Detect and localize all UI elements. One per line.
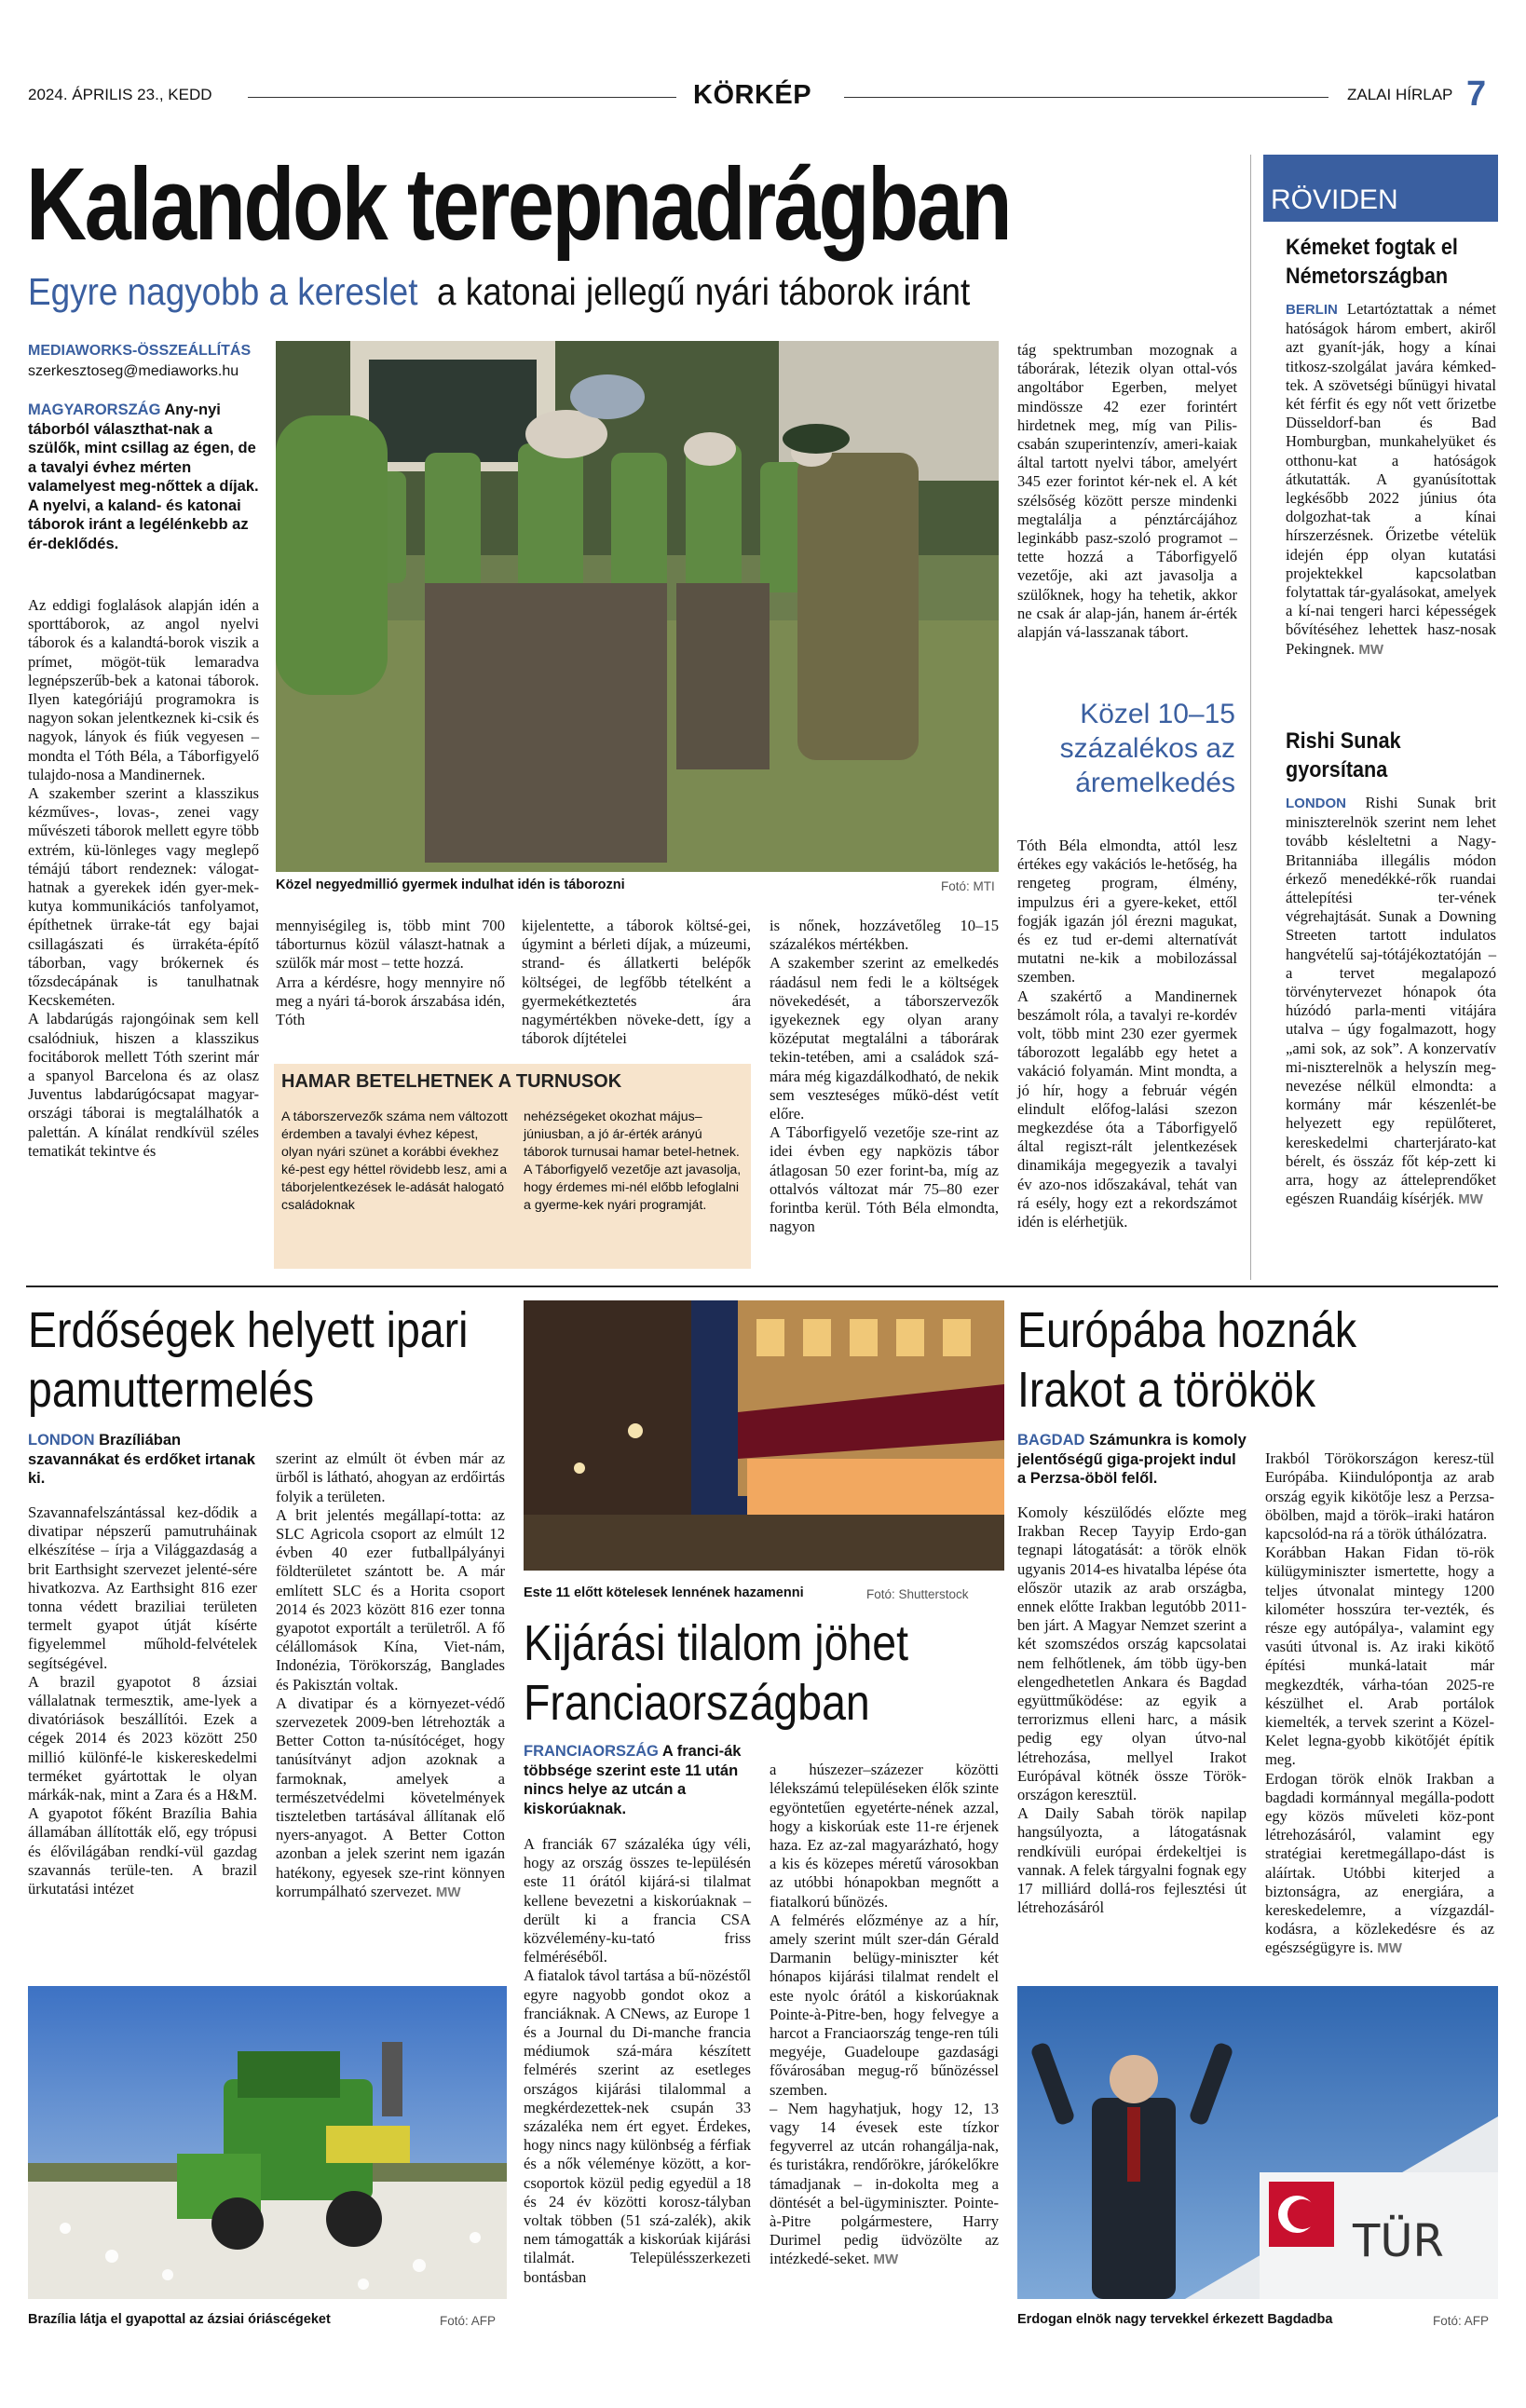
- main-byline: MEDIAWORKS-ÖSSZEÁLLÍTÁS: [28, 343, 252, 359]
- iraq-headline: Európába hoznák Irakot a törökök: [1017, 1302, 1357, 1418]
- france-photo-credit: Fotó: Shutterstock: [866, 1587, 969, 1601]
- main-pullquote: Közel 10–15 százalékos az áremelkedés: [1059, 699, 1235, 798]
- sidebar-item1-text: [1286, 300, 1496, 660]
- paper-name: ZALAI HÍRLAP: [1347, 86, 1453, 103]
- main-col2: mennyiségileg is, több mint 700 táborturnus közül választ-hatnak a szülők már most – tette hozzá. Arra a kérdésre, hogy mennyire nő meg a nyári tá-borok árszabása idén, Tóth: [276, 917, 505, 1029]
- cotton-lead: [28, 1431, 257, 1489]
- sidebar-separator: [1250, 155, 1251, 1280]
- iraq-lead: [1017, 1431, 1247, 1489]
- section-title: KÖRKÉP: [693, 80, 812, 110]
- section-divider: [26, 1286, 1498, 1287]
- cotton-lead-text: Brazíliában szavannákat és erdőket irtanak ki.: [28, 1432, 255, 1487]
- header-date: 2024. ÁPRILIS 23., KEDD: [28, 86, 212, 103]
- sidebar-item2-body: Rishi Sunak brit miniszterelnök szerint nem lehet tovább késleltetni a Nagy-Britanniába illegális módon érkező menedékké-rők ruandai áttelepítési ter-vének végrehajtását. Sunak a Downing Streeten tartott indulatos hangvételű saj-tótájékoztatóján – a tervet megalapozó törvénytervezet hónapok óta húzódó parla-menti vitájára utalva – úgy fogalmazott, hogy „ami sok, az sok”. A konzervatív mi-niszterelnök a helyszín meg-nevezése nélkül elmondta: a kormány már készenlét-be helyezett egy repülőteret, kereskedelmi charterjárato-kat bérelt, és összáz főt kép-zett ki arra, hogy az átteleprendőket egészen Ruandáig kísérjék.: [1286, 794, 1496, 1208]
- france-photo-caption: Este 11 előtt kötelesek lennének hazamenni: [524, 1585, 804, 1600]
- cotton-col2: [276, 1431, 505, 1902]
- france-lead: [524, 1742, 743, 1818]
- info-box-title: HAMAR BETELHETNEK A TURNUSOK: [281, 1071, 622, 1092]
- main-lead-text: Any-nyi táborból választhat-nak a szülők, mint csillag az égen, de a tavalyi évhez mérten valamelyest meg-nőttek a díjak. A nyelvi, a kaland- és katonai táborok iránt a legélénkebb az ér-deklődés.: [28, 401, 259, 552]
- france-lead-text: A franci-ák többsége szerint este 11 után nincs helye az utcán a kiskorúaknak.: [524, 1743, 742, 1817]
- info-box-right: nehézségeket okozhat május–júniusban, a jó ár-érték arányú táborok turnusai hamar betel-hetnek. A Táborfigyelő vezetője azt javasolja, hogy érdemes mi-nél előbb lefoglalni a gyerme-kek nyári programját.: [524, 1109, 742, 1213]
- main-photo-caption: Közel negyedmillió gyermek indulhat idén is táborozni: [276, 877, 625, 892]
- main-headline: Kalandok terepnadrágban: [26, 147, 1011, 262]
- france-headline: Kijárási tilalom jöhet Franciaországban: [524, 1615, 908, 1731]
- cotton-photo-caption: Brazília látja el gyapottal az ázsiai óriáscégeket: [28, 2312, 331, 2327]
- main-subtitle-emphasis: Egyre nagyobb a kereslet: [28, 270, 418, 313]
- sidebar-title: RÖVIDEN: [1271, 184, 1398, 215]
- cotton-photo: [28, 1986, 507, 2299]
- cotton-col1: Szavannafelszántással kez-dődik a divatipar népszerű pamutruháinak elkészítése – írja a Világgazdaság a brit Earthsight szervezet jelenté-sére hivatkozva. Az Earthsight 816 ezer tonna védett braziliai területen termelt gyapot útját kísérte figyelemmel műhold-felvételek segítségével. A brazil gyapotot 8 ázsiai vállalatnak termesztik, ame-lyek a divatóriások beszállítói. Ezek a cégek 2014 és 2023 között 250 millió különfé-le kiskereskedelmi terméket gyártottak le olyan márkák-nak, mint a Zara és a H&M. A gyapotot főként Brazília Bahia államában állították elő, egy trópusi és élővilágában rendkí-vül gazdag szavannás terüle-ten. A brazil ürkutatási intézet: [28, 1503, 257, 1898]
- header-rule-right: [844, 97, 1328, 98]
- france-signature: MW: [873, 2252, 899, 2268]
- cotton-photo-credit: Fotó: AFP: [440, 2314, 497, 2328]
- cotton-signature: MW: [435, 1884, 461, 1900]
- main-col1: Az eddigi foglalások alapján idén a sporttáborok, az angol nyelvi táborok és a kalandtá-borok viszik a prímet, mögöt-tük lemaradva legnépszerűb-bek a katonai táborok. Ilyen kategóriájú programokra is nagyon sokan jelentkeznek ki-csik és nagyok, lányok és fiúk vegyesen – mondta el Tóth Béla, a Táborfigyelő tulajdo-nosa a Mandinernek. A szakember szerint a klasszikus kézműves-, lovas-, zenei vagy művészeti táborok mellett egyre több extrém, kü-lönleges vagy meglepő témájú tábort rendeznek: válogat-hatnak a gyerekek idén gyer-mek-kutya kommunikációs tanfolyamot, építhetnek ürrake-tát egy bajai csillagászati és ürrakéta-építő táborban, vagy brókernek és tőzsdecápának is tanulhatnak Kecskeméten. A labdarúgás rajongóinak sem kell csalódniuk, hiszen a klasszikus focitáborok mellett Tóth szerint már a spanyol Barcelona és az olasz Juventus labdarúgócsapat magyar-országi táborai is megtalálhatók a palettán. A kínálat rendkívül széles tematikát tekintve és: [28, 596, 259, 1160]
- iraq-signature: MW: [1377, 1940, 1402, 1957]
- main-col5a: tág spektrumban mozognak a táborárak, létezik olyan ottal-vós angoltábor Egerben, melyet mindössze 42 ezer forintért hirdetnek meg, míg van Pilis-csabán szuperintenzív, ameri-kaiak által tartott nyelvi tábor, amelyért 345 ezer forintot kér-nek el. A két szélsőség között persze mindenki megtalálja a pénztárcájához leginkább pasz-szoló programot – tette hozzá a Táborfigyelő vezetője, aki azt javasolja a szülőknek, hogy ha tehetik, akkor ne csak ár alap-ján, hanem ár-érték alapján vá-lasszanak tábort.: [1017, 341, 1237, 642]
- iraq-dateline: BAGDAD: [1017, 1432, 1085, 1449]
- iraq-lead-text: Számunkra is komoly jelentőségű giga-projekt indul a Perzsa-öböl felől.: [1017, 1432, 1247, 1487]
- sidebar-item2-signature: MW: [1458, 1191, 1483, 1208]
- sidebar-item1-body: Letartóztattak a német hatóságok három embert, akiről azt gyanít-ják, hogy a kínai titkosz-szolgálat javára kémked-tek. A szövetségi bűnügyi hivatal két férfit és egy nőt vett őrizetbe Düsseldorf-ban és Bad Homburgban, munkahelyüket és otthonu-kat a hatóságok átkutatták. A gyanúsítottak legkésőbb 2022 június óta dolgozhat-tak a kínai hírszerzésnek. Őrizetbe vételük idején épp olyan kutatási projektekkel kapcsolatban folytattak tár-gyalásokat, amelyek a kí-nai tengeri harci képességek bővítéséhez lehettek hasz-nosak Pekingnek.: [1286, 300, 1497, 658]
- iraq-col2: [1265, 1431, 1494, 1959]
- cotton-col2-text: szerint az elmúlt öt évben már az ürből is látható, ahogyan az erdőirtás folyik a területen. A brit jelentés megállapí-totta: az SLC Agricola csoport az elmúlt 12 évben 40 ezer futballpályányi földterületet szántott be. A már említett SLC és a Horita csoport 2014 és 2023 között 816 ezer tonna gyapotot exportált a területről. A fő célállomások Kína, Viet-nám, Indonézia, Törökország, Banglades és Pakisztán voltak. A divatipar és a környezet-védő szervezetek 2009-ben létrehozták a Better Cotton ta-núsítócéget, hogy tanúsítványt adjon azoknak a farmoknak, amelyek a természetvédelmi követelmények tiszteletben tartásával állítanak elő nyers-anyagot. A Better Cotton azonban a jelek szerint nem igazán hatékony, egyesek sze-rint könnyen korrumpálható szervezet.: [276, 1449, 505, 1900]
- main-col5b: Tóth Béla elmondta, attól lesz értékes egy vakációs le-hetőség, ha rengeteg program, élmény, impulzus éri a gyere-keket, ettől fogják igazán jól érezni magukat, és ez tud er-demi alternatívát mutatni ne-kik a mobilozással szemben. A szakértő a Mandinernek beszámolt róla, a tavalyi re-kordév volt, több mint 230 ezer gyermek táborozott legalább egy hetet a vakáció folyamán. Mint mondta, a jó hír, hogy a február végén elindult előfog-lalási szezon megkezdése óta a Táborfigyelő által regiszt-rált jelentkezések dinamikája megegyezik a tavalyi év azo-nos időszakával, tehát van rá esély, hogy ezt a rekordszámot idén is elérhetjük.: [1017, 837, 1237, 1231]
- info-box-left: A táborszervezők száma nem változott érdemben a tavalyi évhez képest, olyan nyári szünet a korábbi évekhez ké-pest egy héttel rövidebb lesz, ami a táborjelentkezések le-adását halogató családoknak: [281, 1109, 508, 1213]
- france-dateline: FRANCIAORSZÁG: [524, 1743, 659, 1760]
- sidebar-item1-dateline: BERLIN: [1286, 302, 1338, 318]
- france-photo: [524, 1300, 1004, 1571]
- header-rule-left: [248, 97, 676, 98]
- france-col1: A franciák 67 százaléka úgy véli, hogy az ország összes te-lepülésén este 11 órától kijárá-si tilalmat kellene bevezetni a kiskorúaknak – derült ki a francia CSA közvélemény-ku-tató friss felméréséből. A fiatalok távol tartása a bű-nözéstől egyre nagyobb gondot okoz a franciáknak. A CNews, az Europe 1 és a Journal du Di-manche francia médiumok szá-mára készített felmérés szerint az esetleges országos kijárási tilalommal a megkérdezettek-nek csupán 33 százaléka nem ért egyet. Érdekes, hogy nincs nagy különbség a férfiak és a nők véleménye között, a kor-csoportok közül pedig egyedül a 18 és 24 év közötti korosz-tályban voltak többen (51 szá-zalék), akik nem támogatták a kiskorúak kijárási tilalmát. Településszerkezeti bontásban: [524, 1835, 751, 2286]
- iraq-col1: Komoly készülődés előzte meg Irakban Recep Tayyip Erdo-gan tegnapi látogatását: a török elnök ugyanis 2014-es hivatalba lépése óta először utazik az arab országba, ennek előtte Irakban legutóbb 2011-ben járt. A Magyar Nemzet szerint a két szomszédos ország kapcsolatai nem felhőtlenek, ám több ügy-ben elengedhetetlen Ankara és Bagdad együttműködése: az egyik a terrorizmus elleni harc, a másik pedig egy olyan útvo-nal létrehozása, mellyel Irakot Európával kötnék össze Török-országon keresztül. A Daily Sabah török napilap hangsúlyozta, a látogatásnak rendkívüli európai érdekeltjei is vannak. A felek tárgyalni fognak egy 17 milliárd dollá-ros fejlesztési út létrehozásáról: [1017, 1503, 1247, 1917]
- sidebar-item2-text: [1286, 794, 1496, 1209]
- main-col3: kijelentette, a táborok költsé-gei, úgymint a bérleti díjak, a múzeumi, strand- és állatkerti belépők költségei, de legfőbb tételként a gyermekétkeztetés ára nagymértékben növeke-dett, így a táborok díjtételei: [522, 917, 751, 1048]
- svg-text:TÜR: TÜR: [1353, 2215, 1444, 2267]
- main-email[interactable]: szerkesztoseg@mediaworks.hu: [28, 363, 239, 379]
- sidebar-item1-signature: MW: [1358, 641, 1384, 658]
- main-photo-credit: Fotó: MTI: [941, 879, 995, 893]
- main-lead: [28, 401, 259, 553]
- iraq-col2-text: Irakból Törökországon keresz-tül Európába. Kiindulópontja az arab ország egyik kikötője lesz a Perzsa-öbölben, majd a török–iraki határon kapcsolód-na rá a török úthálózatra. Korábban Hakan Fidan tö-rök külügyminiszter ismertette, hogy a teljes útvonalat mintegy 1200 kilométer hosszúra ter-vezték, és része egy autópálya-, valamint egy vasúti útvonal is. Az iraki kikötő építési munká-latait már megkezdték, várha-tóan 2025-re készülhet el. Arab portálok kiemelték, a tervek szerint a Közel-Kelet legna-gyobb kikötőjét építik meg. Erdogan török elnök Irakban a bagdadi kormánnyal megálla-podott egy közös műveleti köz-pont létrehozásáról, valamint egy stratégiai keretmegállapo-dást is aláírtak. Utóbbi kiterjed a biztonságra, az energiára, a kereskedelemre, a vízgazdál-kodásra, a közlekedésre és az egészségügyre is.: [1265, 1449, 1494, 1957]
- main-photo: [276, 341, 999, 872]
- sidebar-item1-title: Kémeket fogtak el Németországban: [1286, 235, 1458, 289]
- iraq-photo: [1017, 1986, 1498, 2299]
- main-dateline: MAGYARORSZÁG: [28, 401, 161, 418]
- cotton-headline: Erdőségek helyett ipari pamuttermelés: [28, 1302, 469, 1418]
- page-number: 7: [1466, 75, 1487, 114]
- sidebar-item2-title: Rishi Sunak gyorsítana: [1286, 728, 1401, 782]
- france-col2-text: a húszezer–százezer közötti lélekszámú településeken élők szinte egyöntetűen egyetérte-nének azzal, hogy a kiskorúak este 11-re érjenek haza. Ez az-zal magyarázható, hogy a kis és közepes méretű városokban az utóbbi hónapokban megnőtt a fiatalkorú bűnözés. A felmérés előzménye az a hír, amely szerint múlt szer-dán Gérald Darmanin belügy-miniszter két hónapos kijárási tilalmat rendelt el este nyolc órától a kiskorúaknak Pointe-à-Pitre-ben, hogy felvegye a harcot a Franciaország tenge-ren túli megyéje, Guadeloupe gazdasági fővárosában megug-rő bűnözéssel szemben. – Nem hagyhatjuk, hogy 12, 13 vagy 14 évesek este tízkor fegyverrel az utcán rohangálja-nak, és turistákra, rendőrökre, járókelőkre támadjanak – in-dokolta meg a döntését a bel-ügyminiszter. Pointe-à-Pitre polgármestere, Harry Durimel pedig üdvözölte az intézkedé-seket.: [770, 1761, 999, 2268]
- france-col2: [770, 1742, 999, 2270]
- sidebar-item2-dateline: LONDON: [1286, 796, 1346, 811]
- main-subtitle: [28, 270, 970, 314]
- iraq-photo-caption: Erdogan elnök nagy tervekkel érkezett Bagdadba: [1017, 2312, 1333, 2327]
- cotton-dateline: LONDON: [28, 1432, 95, 1449]
- main-col4: is nőnek, hozzávetőleg 10–15 százalékos mértékben. A szakember szerint az emelkedés ráadásul nem fedi le a költségek növekedését, a táborszervezők igyekeznek egy olyan arany középutat megtalálni a táborárak tekin-tetében, ami a családok szá-mára még kigazdálkodható, de nekik sem veszteséges műkö-dést vetít előre. A Táborfigyelő vezetője sze-rint az idei évben egy napközis tábor átlagosan 50 ezer forint-ba, míg az ottalvós változat már 75–80 ezer forintba kerül. Tóth Béla elmondta, nagyon: [770, 917, 999, 1236]
- main-subtitle-rest: a katonai jellegű nyári táborok iránt: [436, 270, 971, 313]
- iraq-photo-credit: Fotó: AFP: [1433, 2314, 1490, 2328]
